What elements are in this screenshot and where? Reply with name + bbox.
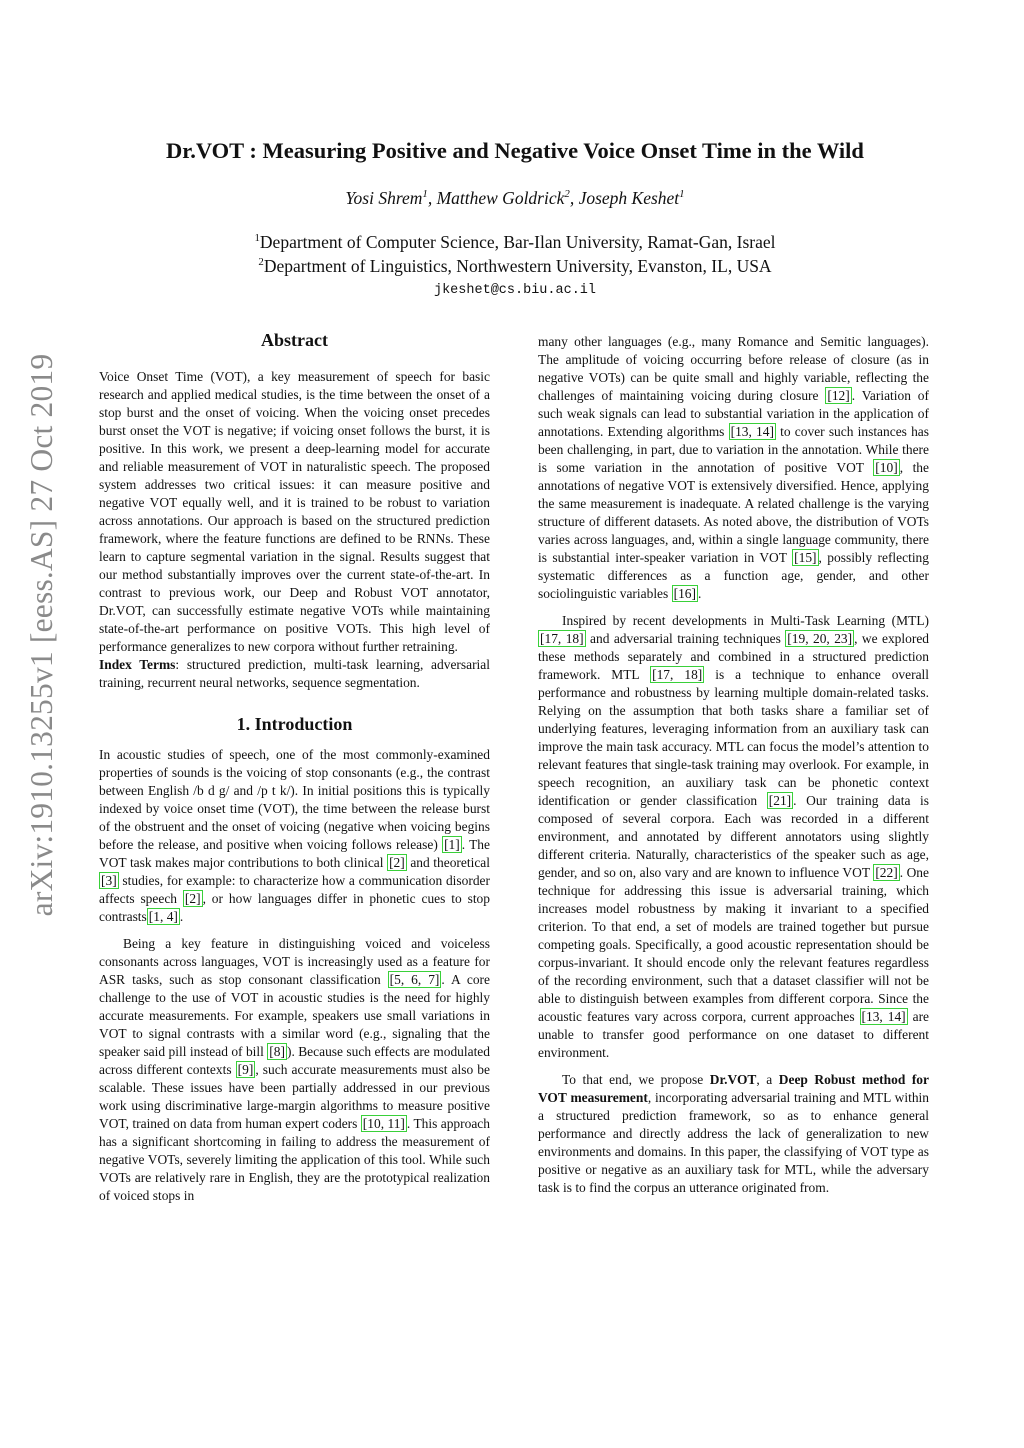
affiliation <box>100 256 930 277</box>
text-run: In acoustic studies of speech, one of the most commonly-examined properties of sounds is the voicing of stop consonants (e.g., the contrast between English /b d g/ and /p t k/). In initial positions this is typically indexed by voice onset time (VOT), the time between the release burst of the obstruent and the onset of voicing (negative when voicing begins before the release, and positive when voicing follows release) <box>99 747 490 852</box>
text-run: To that end, we propose <box>562 1072 710 1087</box>
abstract-heading: Abstract <box>261 330 328 350</box>
right-column <box>538 333 929 1206</box>
author-email: jkeshet@cs.biu.ac.il <box>433 283 597 298</box>
citation-link[interactable]: [9] <box>237 1062 254 1077</box>
index-terms <box>99 656 490 692</box>
citation-link[interactable]: [2] <box>184 891 201 906</box>
affiliation-number: 1 <box>254 232 260 245</box>
citation-link[interactable]: [5, 6, 7] <box>389 972 440 987</box>
text-run: are unable to transfer good performance on one dataset to different environment. <box>538 1009 930 1060</box>
text-run: . <box>179 909 184 924</box>
section-heading: 1. Introduction <box>236 714 353 734</box>
affiliation-number: 2 <box>258 256 264 269</box>
arxiv-stamp <box>17 160 67 1110</box>
abstract-text: Voice Onset Time (VOT), a key measurement of speech for basic research and applied medical studies, is the time between the onset of a stop burst and the onset of voicing. When the voicing onset precedes burst onset the VOT is negative; if voicing onset follows the burst, it is positive. In this work, we present a deep-learning model for accurate and reliable measurement of VOT in naturalistic speech. The proposed system addresses two critical issues: it can measure positive and negative VOT equally well, and it is trained to be robust to variation across annotations. Our approach is based on the structured prediction framework, where the feature functions are defined to be RNNs. These learn to capture segmental variation in the signal. Results suggest that our method substantially improves over the current state-of-the-art. In contrast to previous work, our Deep and Robust VOT annotator, Dr.VOT, can successfully estimate negative VOTs while maintaining state-of-the-art performance on positive VOTs. This high level of performance generalizes to new corpora without further retraining. <box>99 369 490 654</box>
text-run: . The VOT task makes major contributions to both clinical <box>99 837 490 870</box>
author-aff: 2 <box>564 188 570 201</box>
text-run: , or how languages differ in phonetic cues to stop contrasts <box>99 891 490 924</box>
text-run: and theoretical <box>406 855 490 870</box>
text-run: , possibly reflecting systematic differences as a function age, gender, and other sociolinguistic variables <box>538 550 929 601</box>
text-run: . Variation of such weak signals can lead to substantial variation in the application of annotations. Extending algorithms <box>538 388 929 439</box>
text-run: and adversarial training techniques <box>585 631 786 646</box>
paragraph <box>99 746 490 926</box>
text-run: , such accurate measurements must also be scalable. These issues have been partially addressed in our previous work using discriminative large-margin algorithms to measure positive VOT, trained on data from human expert coders <box>99 1062 490 1131</box>
citation-link[interactable]: [8] <box>269 1044 285 1059</box>
text-run: . A core challenge to the use of VOT in acoustic studies is the need for highly accurate measurements. For example, speakers use small variations in VOT to signal contrasts with a similar word (e.g., signaling that the speaker said pill instead of bill <box>99 972 490 1059</box>
bold-text: Dr.VOT <box>709 1072 757 1087</box>
author-name: Yosi Shrem <box>345 188 423 208</box>
author-list: Yosi Shrem$^1$, Matthew Goldrick$^2$, Joseph Keshet$^1$ <box>345 188 685 208</box>
text-run: . This approach has a significant shortcoming in failing to address the measurement of negative VOTs, severely limiting the application of this tool. While such VOTs are relatively rare in English, they are the prototypical realization of voiced stops in <box>99 1116 490 1203</box>
text-run: Inspired by recent developments in Multi-Task Learning (MTL) <box>562 613 929 628</box>
citation-link[interactable]: [13, 14] <box>861 1009 906 1024</box>
text-run: , incorporating adversarial training and MTL within a structured prediction framework, so as to enhance general performance and directly address the lack of generalization to new environments and domains. In this paper, the classifying of VOT type as positive or negative as an auxiliary task for MTL, while the adversary task is to find the corpus an utterance originated from. <box>538 1090 929 1195</box>
text-run: ). Because such effects are modulated across different contexts <box>99 1044 490 1077</box>
author-aff: 1 <box>422 188 428 201</box>
paragraph <box>99 935 490 1205</box>
text-run: , the annotations of negative VOT is extensively diversified. Hence, applying the same measurement is inadequate. A related challenge is the varying structure of different datasets. As noted above, the distribution of VOTs varies across languages, and, within a single language community, there is substantial inter-speaker variation in VOT <box>538 460 929 565</box>
left-column <box>99 328 490 1214</box>
affiliation-text: Department of Linguistics, Northwestern University, Evanston, IL, USA <box>263 256 772 276</box>
citation-link[interactable]: [3] <box>101 873 117 888</box>
author-aff: 1 <box>679 188 685 201</box>
paragraph <box>538 612 929 1062</box>
text-run: . One technique for addressing this issue is adversarial training, which increases model robustness by making it invariant to a specified criterion. To that end, a set of models are trained together but pursue competing goals. Specifically, a good acoustic representation should be corpus-invariant. It should encode only the relevant features regardless of the recording environment, such that a dataset classifier will not be able to distinguish between examples from different corpora. Since the acoustic features vary across corpora, current approaches <box>538 865 929 1024</box>
affiliation-text: Department of Computer Science, Bar-Ilan University, Ramat-Gan, Israel <box>259 232 776 252</box>
text-run: , we explored these methods separately and combined in a structured prediction framework. MTL <box>538 631 929 682</box>
citation-link[interactable]: [15] <box>794 550 817 565</box>
citation-link[interactable]: [19, 20, 23] <box>787 631 853 646</box>
affiliation <box>100 232 930 253</box>
citation-link[interactable]: [17, 18] <box>540 631 584 646</box>
text-run: to cover such instances has been challenging, in part, due to variation in the annotation. While there is some variation in the annotation of positive VOT <box>538 424 929 475</box>
text-run: Being a key feature in distinguishing voiced and voiceless consonants across languages, VOT is increasingly used as a feature for ASR tasks, such as stop consonant classification <box>99 936 490 987</box>
author-name: Matthew Goldrick <box>436 188 565 208</box>
index-terms-text: : structured prediction, multi-task learning, adversarial training, recurrent neural networks, sequence segmentation. <box>99 657 490 690</box>
text-run: is a technique to enhance overall performance and robustness by learning multiple domain-related tasks. Relying on the assumption that both tasks share a familiar set of underlying features, leveraging information from an auxiliary task can improve the main task accuracy. MTL can focus the model’s attention to relevant features that single-task training may overlook. For example, in speech recognition, an auxiliary task can be phonetic context identification or gender classification <box>538 667 930 808</box>
bold-text: Deep Robust method for VOT measurement <box>538 1072 929 1105</box>
citation-link[interactable]: [17, 18] <box>652 667 703 682</box>
citation-link[interactable]: [22] <box>875 865 898 880</box>
citation-link[interactable]: [1, 4] <box>148 909 178 924</box>
index-terms-label: Index Terms <box>99 657 176 672</box>
paragraph <box>538 1071 929 1197</box>
arxiv-stamp-text: arXiv:1910.13255v1 [eess.AS] 27 Oct 2019 <box>24 353 59 917</box>
citation-link[interactable]: [16] <box>673 586 696 601</box>
citation-link[interactable]: [10, 11] <box>362 1116 405 1131</box>
citation-link[interactable]: [10] <box>875 460 898 475</box>
paper-title: Dr.VOT : Measuring Positive and Negative Voice Onset Time in the Wild <box>166 138 864 163</box>
paragraph <box>538 333 929 603</box>
author-name: Joseph Keshet <box>578 188 680 208</box>
citation-link[interactable]: [2] <box>389 855 405 870</box>
citation-link[interactable]: [12] <box>827 388 850 403</box>
text-run: . Our training data is composed of several corpora. Each was recorded in a different environment, and annotated by different annotators using slightly different criteria. Naturally, characteristics of the speaker such as age, gender, and so on, also vary and are known to influence VOT <box>538 793 929 880</box>
citation-link[interactable]: [21] <box>768 793 792 808</box>
citation-link[interactable]: [1] <box>444 837 460 852</box>
text-run: many other languages (e.g., many Romance and Semitic languages). The amplitude of voicing occurring before release of closure (as in negative VOTs) can be quite small and highly variable, reflecting the challenges of maintaining voicing during closure <box>538 334 929 403</box>
citation-link[interactable]: [13, 14] <box>730 424 774 439</box>
text-run: studies, for example: to characterize how a communication disorder affects speech <box>99 873 490 906</box>
text-run: . <box>698 586 702 601</box>
text-run: , a <box>756 1072 779 1087</box>
